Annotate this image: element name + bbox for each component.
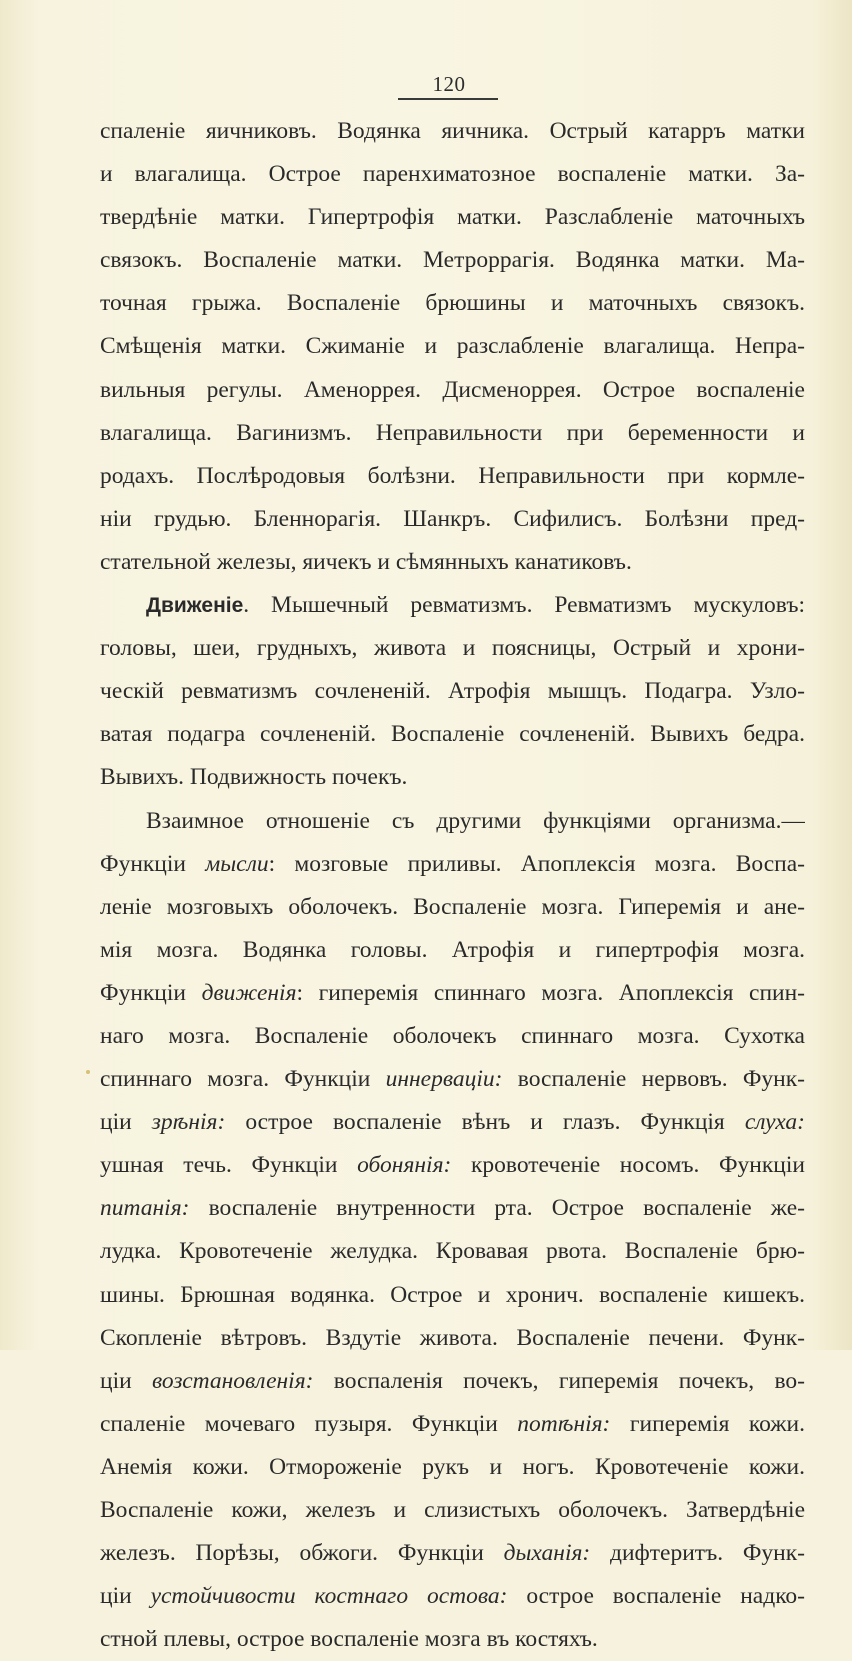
text-line — [100, 1015, 805, 1058]
text-run: : мозговые приливы. Апоплексія мозга. Воспа- — [268, 850, 805, 877]
text-line — [100, 929, 805, 972]
text-run: острое воспаленіе надко- — [507, 1583, 805, 1610]
text-run: влагалища. Вагинизмъ. Неправильности при беременности и — [100, 419, 805, 446]
text-run: дифтеритъ. Функ- — [590, 1540, 805, 1567]
text-line — [100, 1489, 805, 1532]
text-line — [100, 713, 805, 756]
text-run: мія мозга. Водянка головы. Атрофія и гипертрофія мозга. — [100, 936, 805, 963]
text-line — [100, 756, 805, 799]
text-run: Вывихъ. Подвижность почекъ. — [100, 764, 408, 791]
text-line — [100, 1101, 805, 1144]
page-number: 120 — [432, 72, 466, 96]
text-run: связокъ. Воспаленіе матки. Метроррагія. Водянка матки. Ма- — [100, 247, 805, 274]
text-line — [100, 584, 805, 627]
text-run: стательной железы, яичекъ и сѣмянныхъ канатиковъ. — [100, 548, 632, 575]
text-run: спаленіе мочеваго пузыря. Функціи — [100, 1410, 518, 1437]
text-run: леніе мозговыхъ оболочекъ. Воспаленіе мозга. Гиперемія и ане- — [100, 893, 805, 920]
text-line — [100, 498, 805, 541]
text-line — [100, 196, 805, 239]
text-line — [100, 886, 805, 929]
text-run: родахъ. Послѣродовыя болѣзни. Неправильности при кормле- — [100, 462, 805, 489]
header-rule — [398, 98, 498, 100]
text-run: воспаленіе внутренности рта. Острое воспаленіе же- — [189, 1195, 805, 1222]
text-run: ческій ревматизмъ сочлененій. Атрофія мышцъ. Подагра. Узло- — [100, 678, 805, 705]
paper-speck — [86, 1070, 90, 1074]
text-line — [100, 412, 805, 455]
text-run: воспаленіе нервовъ. Функ- — [502, 1066, 805, 1093]
text-run: ціи — [100, 1367, 153, 1394]
text-line — [100, 1446, 805, 1489]
page-header — [398, 72, 500, 100]
text-run: точная грыжа. Воспаленіе брюшины и маточныхъ связокъ. — [100, 290, 805, 317]
text-run: и влагалища. Острое паренхиматозное воспаленіе матки. За- — [100, 161, 805, 188]
text-run: стной плевы, острое воспаленіе мозга въ костяхъ. — [100, 1626, 598, 1653]
text-run: ушная течь. Функціи — [100, 1152, 358, 1179]
text-run: спиннаго мозга. Функціи — [100, 1066, 386, 1093]
text-line — [100, 369, 805, 412]
italic-term: движенія — [201, 979, 297, 1006]
text-line — [100, 282, 805, 325]
italic-term: слуха: — [744, 1109, 805, 1136]
text-line — [100, 1144, 805, 1187]
text-run: шины. Брюшная водянка. Острое и хронич. воспаленіе кишекъ. — [100, 1281, 805, 1308]
text-line — [100, 800, 805, 843]
italic-term: потѣнія: — [517, 1410, 611, 1437]
text-run: : гиперемія спиннаго мозга. Апоплексія спин- — [296, 979, 805, 1006]
text-run: лудка. Кровотеченіе желудка. Кровавая рвота. Воспаленіе брю- — [100, 1238, 805, 1265]
text-run: твердѣніе матки. Гипертрофія матки. Разслабленіе маточныхъ — [100, 204, 805, 231]
text-run: ватая подагра сочлененій. Воспаленіе сочлененій. Вывихъ бедра. — [100, 721, 805, 748]
text-run: Функціи — [100, 850, 206, 877]
text-line — [100, 1274, 805, 1317]
text-run: . Мышечный ревматизмъ. Ревматизмъ мускуловъ: — [243, 592, 805, 619]
text-line — [100, 1403, 805, 1446]
text-line — [100, 541, 805, 584]
text-line — [100, 1187, 805, 1230]
text-line — [100, 1618, 805, 1661]
text-line — [100, 670, 805, 713]
text-line — [100, 1575, 805, 1618]
text-run: Взаимное отношеніе съ другими функціями организма.— — [146, 807, 805, 834]
text-run: ніи грудью. Бленнорагія. Шанкръ. Сифилисъ. Болѣзни пред- — [100, 505, 805, 532]
text-line — [100, 1532, 805, 1575]
italic-term: обонянія: — [357, 1152, 452, 1179]
text-run: кровотеченіе носомъ. Функціи — [451, 1152, 805, 1179]
text-run: воспаленія почекъ, гиперемія почекъ, во- — [313, 1367, 805, 1394]
text-run: Функціи — [100, 979, 202, 1006]
text-run: острое воспаленіе вѣнъ и глазъ. Функція — [225, 1109, 745, 1136]
text-line — [100, 972, 805, 1015]
italic-term: питанія: — [100, 1195, 190, 1222]
text-run: наго мозга. Воспаленіе оболочекъ спиннаго мозга. Сухотка — [100, 1022, 805, 1049]
italic-term: зрѣнія: — [151, 1109, 226, 1136]
text-run: Смѣщенія матки. Сжиманіе и разслабленіе влагалища. Непра- — [100, 333, 805, 360]
text-line — [100, 627, 805, 670]
text-run: ціи — [100, 1583, 151, 1610]
text-run: вильныя регулы. Аменоррея. Дисменоррея. Острое воспаленіе — [100, 376, 805, 403]
text-run: головы, шеи, грудныхъ, живота и поясницы, Острый и хрони- — [100, 635, 805, 662]
text-run: ціи — [100, 1109, 152, 1136]
body-text — [100, 110, 805, 1661]
text-run: Скопленіе вѣтровъ. Вздутіе живота. Воспаленіе печени. Функ- — [100, 1324, 805, 1351]
text-line — [100, 1317, 805, 1360]
text-run: гиперемія кожи. — [610, 1410, 805, 1437]
text-run: Анемія кожи. Отмороженіе рукъ и ногъ. Кровотеченіе кожи. — [100, 1453, 805, 1480]
text-run: Воспаленіе кожи, железъ и слизистыхъ оболочекъ. Затвердѣніе — [100, 1497, 805, 1523]
text-line — [100, 110, 805, 153]
text-line — [100, 153, 805, 196]
italic-term: мысли — [205, 850, 269, 877]
text-line — [100, 1360, 805, 1403]
section-heading: Движеніе — [146, 594, 244, 618]
text-line — [100, 325, 805, 368]
text-line — [100, 1230, 805, 1273]
text-line — [100, 239, 805, 282]
italic-term: возстановленія: — [152, 1367, 314, 1394]
text-run: спаленіе яичниковъ. Водянка яичника. Острый катарръ матки — [100, 118, 805, 144]
text-line — [100, 455, 805, 498]
italic-term: устойчивости костнаго остова: — [150, 1583, 508, 1610]
italic-term: дыханія: — [503, 1540, 591, 1567]
text-line — [100, 1058, 805, 1101]
text-line — [100, 843, 805, 886]
italic-term: иннерваціи: — [385, 1066, 503, 1093]
text-run: железъ. Порѣзы, обжоги. Функціи — [100, 1540, 504, 1567]
